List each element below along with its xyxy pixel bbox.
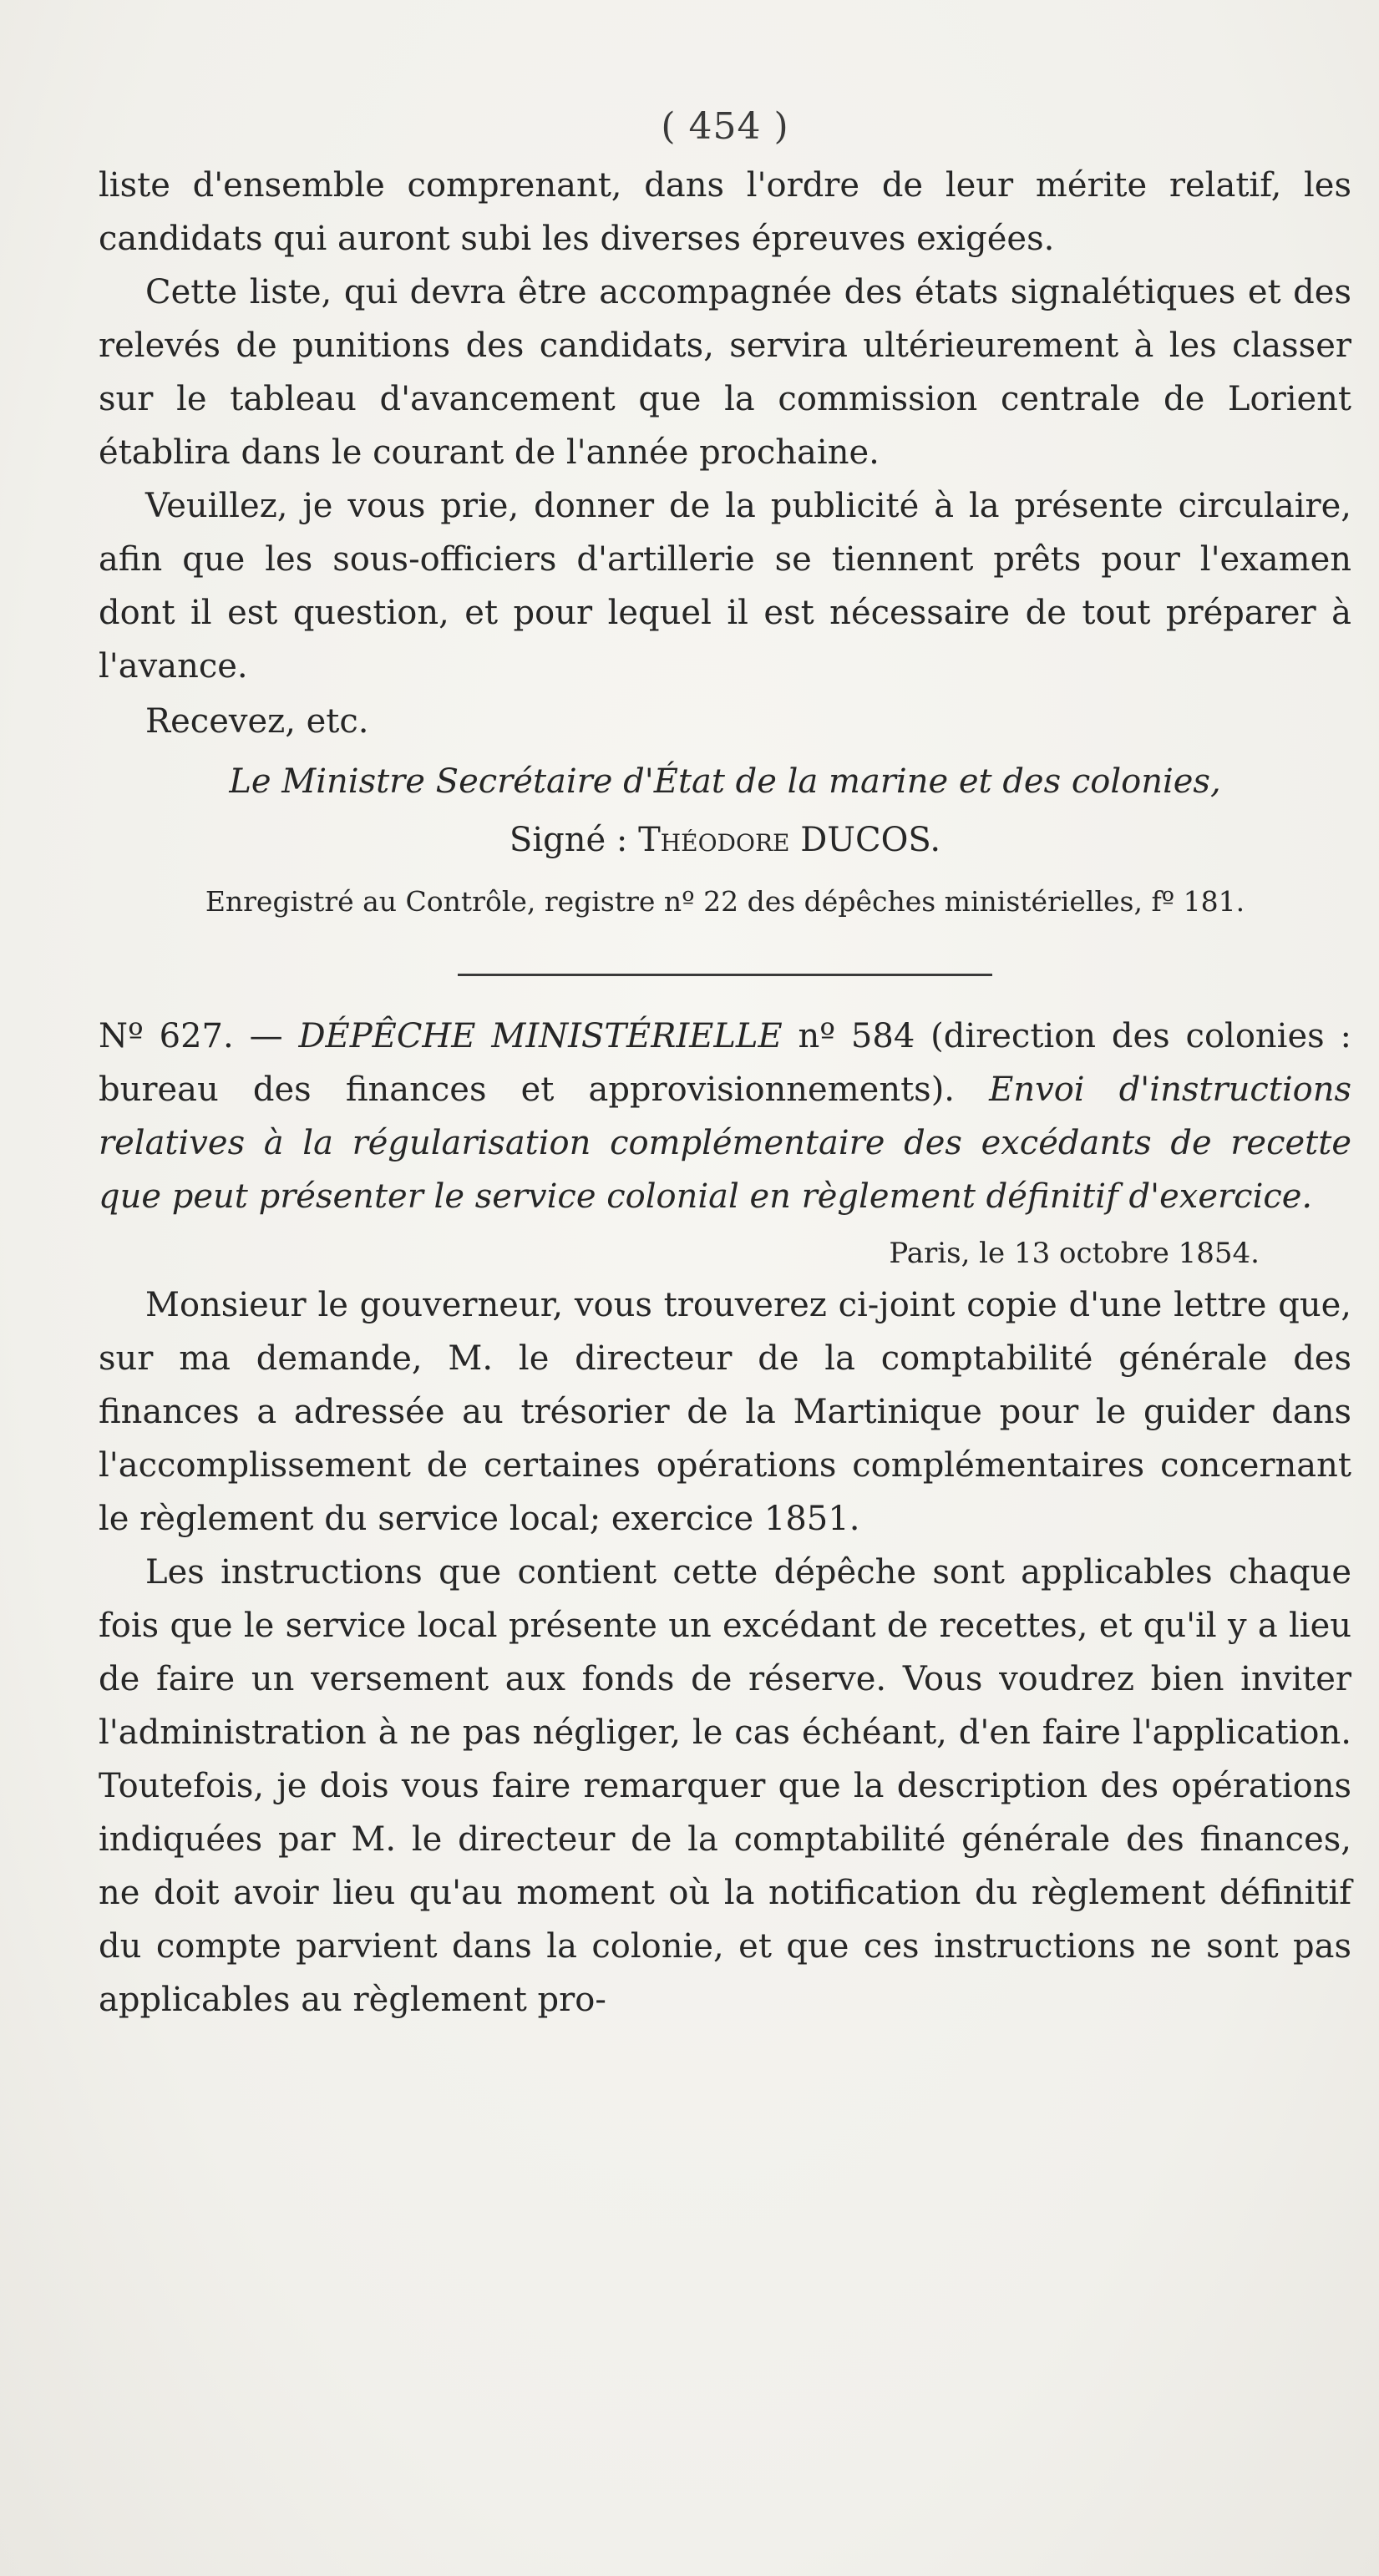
paragraph-veuillez: Veuillez, je vous prie, donner de la publicité à la présente circulaire, afin que les sous-officiers d'artillerie se tiennent prêts pour l'examen dont il est question, et pour lequel il est nécessaire de tout préparer à l'avance.: [99, 487, 1351, 686]
dispatch-date: Paris, le 13 octobre 1854.: [889, 1237, 1260, 1270]
signature-title: Le Ministre Secrétaire d'État de la marine et des colonies,: [229, 762, 1221, 801]
signature-line: [99, 813, 1351, 867]
signatory-first-name: Théodore: [638, 821, 790, 859]
page-number: ( 454 ): [661, 105, 789, 148]
salutation: Recevez, etc.: [145, 702, 369, 741]
register-note: Enregistré au Contrôle, registre nº 22 des dépêches ministérielles, fº 181.: [205, 885, 1245, 918]
paragraph-liste: liste d'ensemble comprenant, dans l'ordre de leur mérite relatif, les candidats qui auront subi les diverses épreuves exigées.: [99, 166, 1351, 258]
dispatch-reference: nº 584 (direction des colonies : bureau des finances et approvisionnements).: [99, 1017, 1352, 1109]
dispatch-subject: Envoi d'instructions relatives à la régularisation complémentaire des excédants de recette que peut présenter le service colonial en règlement définitif d'exercice.: [99, 1070, 1351, 1216]
paragraph-instructions: Les instructions que contient cette dépêche sont applicables chaque fois que le service local présente un excédant de recettes, et qu'il y a lieu de faire un versement aux fonds de réserve. Vous voudrez bien inviter l'administration à ne pas négliger, le cas échéant, d'en faire l'application. Toutefois, je dois vous faire remarquer que la description des opérations indiquées par M. le directeur de la comptabilité générale des finances, ne doit avoir lieu qu'au moment où la notification du règlement définitif du compte parvient dans la colonie, et que ces instructions ne sont pas applicables au règlement pro-: [99, 1553, 1351, 2019]
dispatch-type: DÉPÊCHE MINISTÉRIELLE: [298, 1017, 783, 1055]
signatory-last-name: DUCOS.: [800, 821, 941, 859]
page-text: [99, 100, 1351, 2027]
section-divider: [458, 974, 992, 976]
paragraph-cette-liste: Cette liste, qui devra être accompagnée des états signalétiques et des relevés de punitions des candidats, servira ultérieurement à les classer sur le tableau d'avancement que la commission centrale de Lorient établira dans le courant de l'année prochaine.: [99, 273, 1351, 472]
paragraph-monsieur: Monsieur le gouverneur, vous trouverez ci-joint copie d'une lettre que, sur ma demande, M. le directeur de la comptabilité générale des finances a adressée au trésorier de la Martinique pour le guider dans l'accomplissement de certaines opérations complémentaires concernant le règlement du service local; exercice 1851.: [99, 1286, 1351, 1538]
signed-prefix: Signé :: [509, 821, 639, 859]
dispatch-header: [99, 1010, 1351, 1223]
dispatch-number: Nº 627. —: [99, 1017, 299, 1055]
